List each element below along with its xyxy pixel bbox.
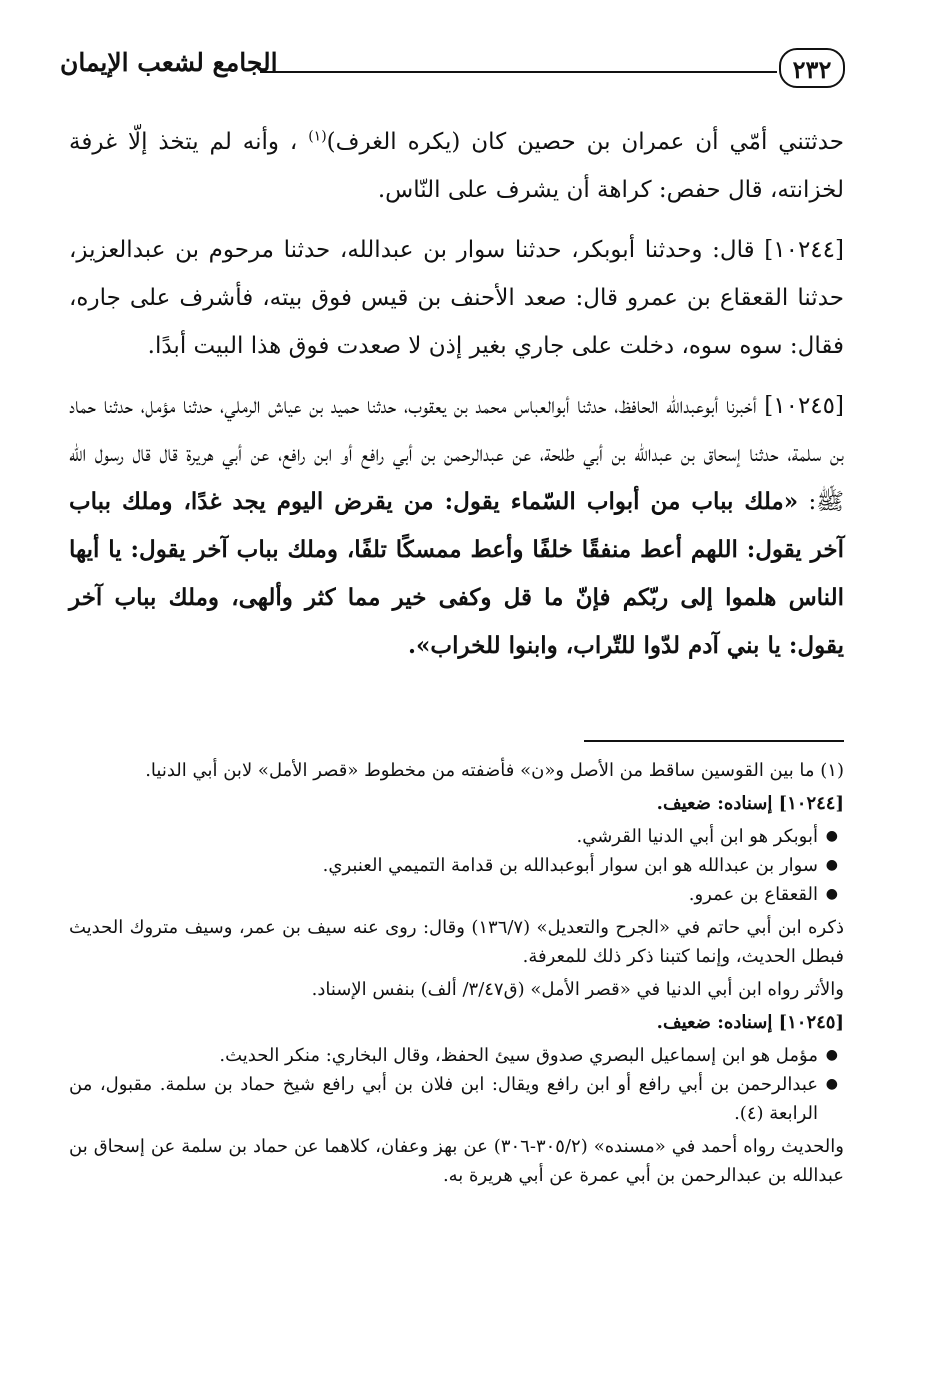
paragraph-text: حدثتني أمّي أن عمران بن حصين كان (يكره الغرف) [326, 129, 844, 155]
footnote-head-10244: [١٠٢٤٤] إسناده: ضعيف. [656, 793, 844, 814]
hadith-number: [١٠٢٤٤] [764, 237, 844, 263]
footnote-paragraph: والحديث رواه أحمد في «مسنده» (٣٠٥/٢-٣٠٦) عن بهز وعفان، كلاهما عن حماد بن سلمة عن إسحاق بن عبدالله بن عبدالرحمن بن أبي عمرة عن أبي هريرة به. [69, 1136, 844, 1186]
footnotes [69, 756, 844, 1194]
page-number: ٢٣٢ [779, 48, 845, 88]
footnote-paragraph: ذكره ابن أبي حاتم في «الجرح والتعديل» (١٣٦/٧) وقال: روى عنه سيف بن عمر، وسيف متروك الحديث فبطل الحديث، وإنما كتبنا ذكر ذلك للمعرفة. [69, 917, 844, 967]
page-header [60, 42, 845, 102]
header-rule [260, 71, 777, 73]
list-item [69, 880, 838, 909]
list-item-text: القعقاع بن عمرو. [688, 884, 818, 905]
list-item [69, 1041, 838, 1070]
list-item [69, 822, 838, 851]
footnote-list-10244 [69, 822, 844, 909]
hadith-matn: «ملك بباب من أبواب السّماء يقول: من يقرض اليوم يجد غدًا، وملك بباب آخر يقول: اللهم أعط منفقًا خلفًا وأعط ممسكًا تلفًا، وملك بباب آخر يقول: يا أيها الناس هلموا إلى ربّكم فإنّ ما قل وكفى خير مما كثر وألهى، وملك بباب آخر يقول: يا بني آدم لدّوا للتّراب، وابنوا للخراب». [69, 488, 844, 659]
main-text [69, 118, 844, 682]
bullet-icon: ● [825, 857, 838, 873]
hadith-text: قال: وحدثنا أبوبكر، حدثنا سوار بن عبدالله، حدثنا مرحوم بن عبدالعزيز، حدثنا القعقاع بن عمرو قال: صعد الأحنف بن قيس فوق بيته، فأشرف على جاره، فقال: سوه سوه، دخلت على جاري بغير إذن لا صعدت فوق هذا البيت أبدًا. [69, 237, 844, 359]
list-item-text: عبدالرحمن بن أبي رافع أو ابن رافع ويقال: ابن فلان بن أبي رافع شيخ حماد بن سلمة. مقبول، من الرابعة (٤). [69, 1074, 818, 1124]
bullet-icon: ● [825, 1076, 838, 1092]
paragraph-continuation [69, 118, 844, 214]
footnote-head-10245: [١٠٢٤٥] إسناده: ضعيف. [656, 1012, 844, 1033]
footnote-separator [584, 740, 844, 742]
list-item [69, 851, 838, 880]
list-item-text: سوار بن عبدالله هو ابن سوار أبوعبدالله بن قدامة التميمي العنبري. [322, 855, 818, 876]
list-item-text: أبوبكر هو ابن أبي الدنيا القرشي. [576, 826, 818, 847]
list-item [69, 1070, 838, 1128]
bullet-icon: ● [825, 886, 838, 902]
book-title: الجامع لشعب الإيمان [60, 48, 278, 77]
paragraph-text: ، وأنه لم يتخذ إلّا غرفة لخزانته، قال حفص: كراهة أن يشرف على النّاس. [69, 129, 844, 203]
bullet-icon: ● [825, 1047, 838, 1063]
footnote-list-10245 [69, 1041, 844, 1128]
hadith-10244 [69, 226, 844, 370]
bullet-icon: ● [825, 828, 838, 844]
hadith-10245 [69, 382, 844, 670]
list-item-text: مؤمل هو ابن إسماعيل البصري صدوق سيئ الحفظ، وقال البخاري: منكر الحديث. [219, 1045, 818, 1066]
hadith-text: أخبرنا أبوعبدالله الحافظ، حدثنا أبوالعباس محمد بن يعقوب، حدثنا حميد بن عياش الرملي، حدثنا مؤمل، حدثنا حماد بن سلمة، حدثنا إسحاق بن عبدالله بن أبي طلحة، عن عبدالرحمن بن أبي رافع أو ابن رافع، عن أبي هريرة قال قال رسول الله ﷺ: [69, 393, 844, 515]
hadith-number: [١٠٢٤٥] [764, 393, 844, 419]
footnote-paragraph: والأثر رواه ابن أبي الدنيا في «قصر الأمل» (ق٣/٤٧/ ألف) بنفس الإسناد. [311, 979, 844, 1000]
footnote-ref[interactable]: (١) [308, 128, 327, 145]
footnote-1: (١) ما بين القوسين ساقط من الأصل و«ن» فأضفته من مخطوط «قصر الأمل» لابن أبي الدنيا. [145, 760, 844, 781]
